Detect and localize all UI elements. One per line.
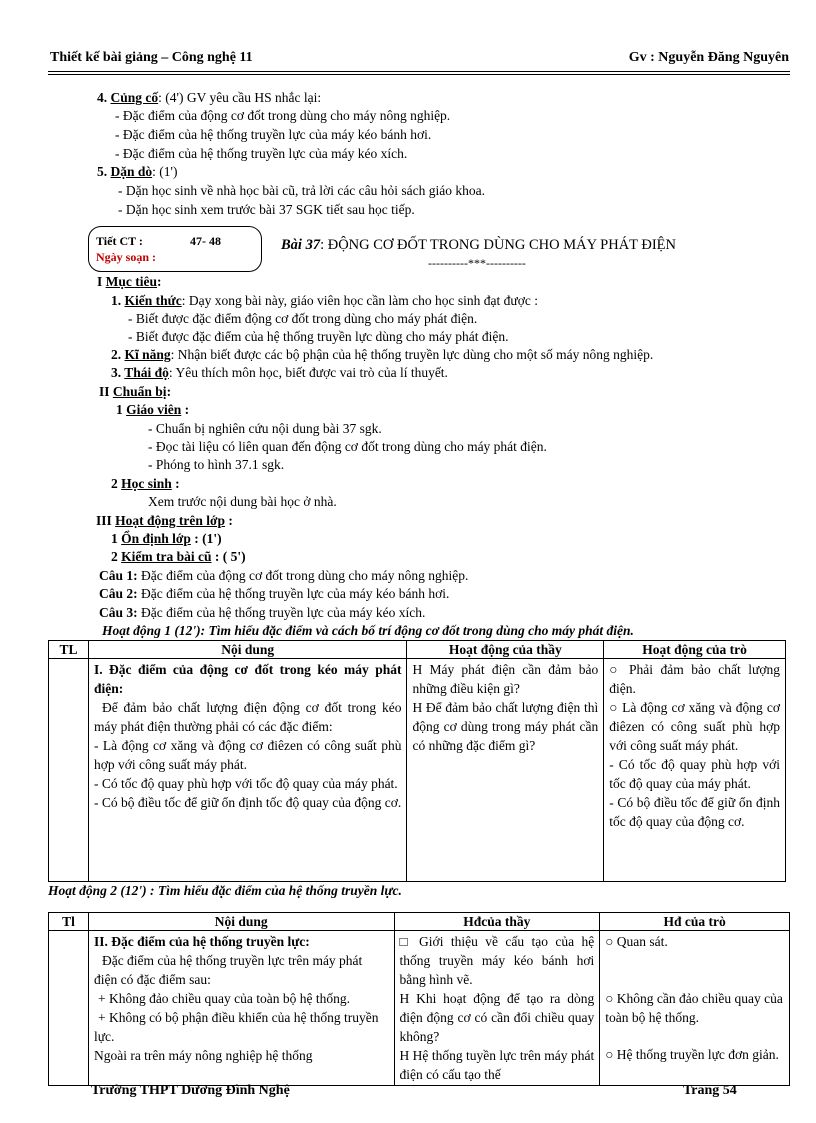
content-cell xyxy=(88,659,407,882)
lesson-title: Bài 37: ĐỘNG CƠ ĐỐT TRONG DÙNG CHO MÁY PHÁT ĐIỆN xyxy=(281,237,677,253)
kienthuc-heading: 1. Kiến thức: Dạy xong bài này, giáo viên học cần làm cho học sinh đạt được : xyxy=(111,293,538,308)
giaovien-item: - Chuẩn bị nghiên cứu nội dung bài 37 sgk. xyxy=(148,421,382,436)
cungco-item: - Đặc điểm của động cơ đốt trong dùng cho máy nông nghiệp. xyxy=(115,108,451,123)
cungco-item: - Đặc điểm của hệ thống truyền lực của máy kéo xích. xyxy=(115,146,408,161)
table-header-row xyxy=(49,641,786,659)
table-header-row xyxy=(49,913,790,931)
student-line: ○ Hệ thống truyền lực đơn giản. xyxy=(605,1047,779,1062)
hoatdong-heading: III Hoạt động trên lớp : xyxy=(96,513,233,528)
cungco-heading: 4. Củng cố: (4') GV yêu cầu HS nhắc lại: xyxy=(97,90,322,105)
dando-item: - Dặn học sinh về nhà học bài cũ, trả lời các câu hỏi sách giáo khoa. xyxy=(118,183,486,198)
content-line: - Có tốc độ quay phù hợp với tốc độ quay của máy phát. xyxy=(93,776,398,791)
chuanbi-heading: II Chuẩn bị: xyxy=(99,384,172,399)
lesson-divider: ----------***---------- xyxy=(428,256,526,270)
hocsinh-heading: 2 Học sinh : xyxy=(111,476,180,491)
thaido-line: 3. Thái độ: Yêu thích môn học, biết được vai trò của lí thuyết. xyxy=(111,365,448,380)
kienthuc-item: - Biết được đặc điểm động cơ đốt trong dùng cho máy phát điện. xyxy=(128,311,478,326)
ngay-soan-label: Ngày soạn : xyxy=(96,250,157,264)
muctieu-heading: I Mục tiêu: xyxy=(97,274,162,289)
student-line: ○ Quan sát. xyxy=(605,934,668,949)
col-header: Nội dung xyxy=(88,641,407,659)
content-line: - Có bộ điều tốc để giữ ổn định tốc độ quay của động cơ. xyxy=(93,795,402,810)
student-cell xyxy=(604,659,786,882)
header-left: Thiết kế bài giảng – Công nghệ 11 xyxy=(50,50,253,65)
col-header: Hđ của trò xyxy=(600,913,790,931)
col-header: Tl xyxy=(49,913,89,931)
content-title: II. Đặc điểm của hệ thống truyền lực: xyxy=(93,934,310,949)
table-row xyxy=(49,931,790,1086)
student-cell xyxy=(600,931,790,1086)
header-right: Gv : Nguyễn Đăng Nguyên xyxy=(628,50,789,65)
tl-cell xyxy=(49,931,89,1086)
hd1-heading: Hoạt động 1 (12'): Tìm hiểu đặc điểm và cách bố trí động cơ đốt trong dùng cho máy phát điện. xyxy=(102,623,634,638)
giaovien-heading: 1 Giáo viên : xyxy=(116,402,190,417)
giaovien-item: - Đọc tài liệu có liên quan đến động cơ đốt trong dùng cho máy phát điện. xyxy=(148,439,547,454)
dando-heading: 5. Dặn dò: (1') xyxy=(97,164,178,179)
question: Câu 1: Đặc điểm của động cơ đốt trong dùng cho máy nông nghiệp. xyxy=(99,568,469,583)
table-row xyxy=(49,659,786,882)
teacher-line: H Để đảm bảo chất lượng điện thì động cơ dùng trong máy phát cần có những đặc điểm gì? xyxy=(412,700,599,753)
content-cell xyxy=(88,931,394,1086)
question: Câu 3: Đặc điểm của hệ thống truyền lực của máy kéo xích. xyxy=(99,605,426,620)
dando-item: - Dặn học sinh xem trước bài 37 SGK tiết sau học tiếp. xyxy=(118,202,415,217)
tiet-value: 47- 48 xyxy=(190,234,221,248)
teacher-line: H Khi hoạt động để tạo ra dòng điện động cơ có cần đổi chiều quay không? xyxy=(399,991,595,1044)
content-line: Ngoài ra trên máy nông nghiệp hệ thống xyxy=(93,1048,313,1063)
kienthuc-item: - Biết được đặc điểm của hệ thống truyền lực dùng cho máy phát điện. xyxy=(128,329,509,344)
content-line: + Không có bộ phận điều khiển của hệ thống truyền lực. xyxy=(93,1010,379,1044)
col-header: Hoạt động của thầy xyxy=(407,641,604,659)
teacher-line: □ Giới thiệu về cấu tạo của hệ thống truyền máy kéo bánh hơi bằng hình vẽ. xyxy=(399,934,595,987)
col-header: Hđcủa thầy xyxy=(394,913,600,931)
student-line: - Có bộ điều tốc để giữ ổn định tốc độ quay của động cơ. xyxy=(609,795,780,829)
header-rule xyxy=(48,71,790,72)
student-line: ○ Là động cơ xăng và động cơ điêzen có công suất phù hợp với công suất máy phát. xyxy=(609,700,780,753)
cungco-item: - Đặc điểm của hệ thống truyền lực của máy kéo bánh hơi. xyxy=(115,127,432,142)
ondinh-line: 1 Ổn định lớp : (1') xyxy=(111,531,222,546)
hocsinh-text: Xem trước nội dung bài học ở nhà. xyxy=(148,494,337,509)
content-line: Đặc điểm của hệ thống truyền lực trên máy phát điện có đặc điểm sau: xyxy=(93,953,363,987)
student-line: ○ Không cần đảo chiều quay của toàn bộ hệ thống. xyxy=(605,991,783,1025)
hd1-table xyxy=(48,640,786,882)
teacher-line: H Máy phát điện cần đảm bảo những điều kiện gì? xyxy=(412,662,599,696)
kinang-line: 2. Kĩ năng: Nhận biết được các bộ phận của hệ thống truyền lực dùng cho một số máy nông nghiệp. xyxy=(111,347,654,362)
hd2-heading: Hoạt động 2 (12') : Tìm hiểu đặc điểm của hệ thống truyền lực. xyxy=(48,883,402,898)
teacher-cell xyxy=(407,659,604,882)
teacher-cell xyxy=(394,931,600,1086)
tl-cell xyxy=(49,659,89,882)
col-header: Hoạt động của trò xyxy=(604,641,786,659)
question: Câu 2: Đặc điểm của hệ thống truyền lực của máy kéo bánh hơi. xyxy=(99,586,450,601)
kiemtra-line: 2 Kiểm tra bài cũ : ( 5') xyxy=(111,549,246,564)
giaovien-item: - Phóng to hình 37.1 sgk. xyxy=(148,457,285,472)
tiet-label: Tiết CT : xyxy=(96,234,143,248)
col-header: Nội dung xyxy=(88,913,394,931)
hd2-table xyxy=(48,912,790,1086)
content-title: I. Đặc điểm của động cơ đốt trong kéo máy phát điện: xyxy=(93,662,402,696)
footer-right: Trang 54 xyxy=(683,1083,737,1098)
content-line: - Là động cơ xăng và động cơ điêzen có công suất phù hợp với công suất máy phát. xyxy=(93,738,402,772)
student-line: - Có tốc độ quay phù hợp với tốc độ quay của máy phát. xyxy=(609,757,780,791)
content-line: + Không đảo chiều quay của toàn bộ hệ thống. xyxy=(97,991,351,1006)
content-line: Để đảm bảo chất lượng điện động cơ đốt trong kéo máy phát điện thường phải có các đặc điểm: xyxy=(93,700,402,734)
teacher-line: H Hệ thống tuyền lực trên máy phát điện có cấu tạo thế xyxy=(399,1048,595,1082)
student-line: ○ Phải đảm bảo chất lượng điện. xyxy=(609,662,780,696)
col-header: TL xyxy=(49,641,89,659)
header-rule-thin xyxy=(48,74,790,75)
footer-left: Trường THPT Dương Đình Nghệ xyxy=(91,1083,290,1098)
